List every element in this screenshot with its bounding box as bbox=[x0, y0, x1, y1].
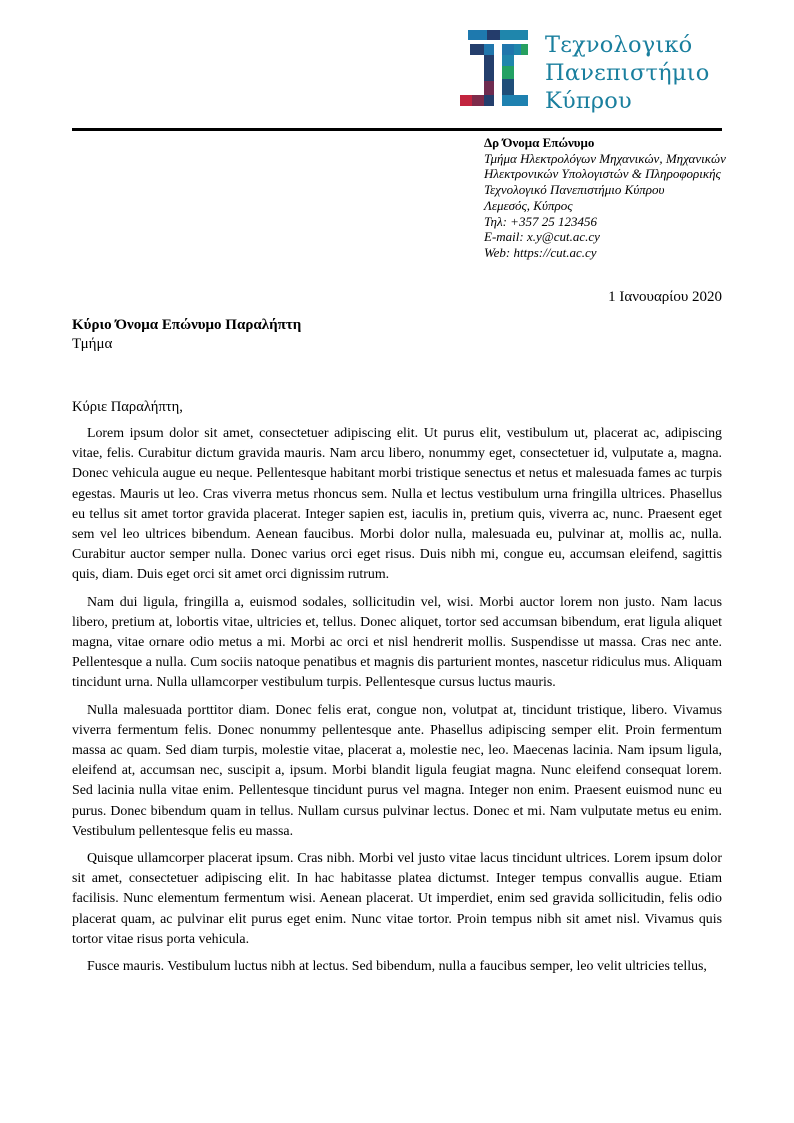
recipient-department: Τμήμα bbox=[72, 336, 113, 352]
university-name-line: Κύπρου bbox=[545, 88, 632, 114]
body-paragraph: Nulla malesuada porttitor diam. Donec felis erat, congue non, volutpat at, tincidunt tristique, libero. Vivamus viverra fermentum felis. Donec nonummy pellentesque ante. Phasellus adipiscing semper elit. Proin fermentum massa ac quam. Sed diam turpis, molestie vitae, placerat a, molestie nec, leo. Maecenas lacinia. Nam ipsum ligula, eleifend at, accumsan nec, suscipit a, ipsum. Morbi blandit ligula feugiat magna. Nunc eleifend consequat lorem. Sed lacinia nulla vitae enim. Pellentesque tincidunt purus vel magna. Integer non enim. Praesent euismod nunc eu purus. Donec bibendum quam in tellus. Nullam cursus pulvinar lectus. Donec et mi. Nam vulputate metus eu enim. Vestibulum pellentesque felis eu massa. bbox=[72, 702, 722, 839]
university-logo bbox=[460, 30, 709, 115]
sender-department-line: Ηλεκτρονικών Υπολογιστών & Πληροφορικής bbox=[484, 166, 721, 182]
body-paragraph: Lorem ipsum dolor sit amet, consectetuer adipiscing elit. Ut purus elit, vestibulum ut, placerat ac, adipiscing vitae, felis. Curabitur dictum gravida mauris. Nam arcu libero, nonummy eget, consectetuer id, vulputate a, magna. Donec vehicula augue eu neque. Pellentesque habitant morbi tristique senectus et netus et malesuada fames ac turpis egestas. Mauris ut leo. Cras viverra metus rhoncus sem. Nulla et lectus vestibulum urna fringilla ultrices. Phasellus eu tellus sit amet tortor gravida placerat. Integer sapien est, iaculis in, pretium quis, viverra ac, nunc. Praesent eget sem vel leo ultrices bibendum. Aenean faucibus. Morbi dolor nulla, malesuada eu, pulvinar at, mollis ac, nulla. Curabitur auctor semper nulla. Donec varius orci eget risus. Duis nibh mi, congue eu, accumsan eleifend, sagittis quis, diam. Duis eget orci sit amet orci dignissim rutrum. bbox=[72, 426, 722, 583]
sender-name: Δρ Όνομα Επώνυμο bbox=[484, 135, 595, 150]
cut-logo-icon bbox=[460, 30, 528, 106]
recipient-block bbox=[72, 316, 301, 354]
recipient-name: Κύριο Όνομα Επώνυμο Παραλήπτη bbox=[72, 317, 302, 333]
university-name-line: Τεχνολογικό bbox=[545, 32, 693, 58]
header-rule bbox=[72, 128, 722, 131]
university-name bbox=[545, 30, 709, 115]
sender-web: Web: https://cut.ac.cy bbox=[484, 244, 597, 260]
body-paragraph: Quisque ullamcorper placerat ipsum. Cras nibh. Morbi vel justo vitae lacus tincidunt ultrices. Lorem ipsum dolor sit amet, consectetuer adipiscing elit. In hac habitasse platea dictumst. Integer tempus convallis augue. Etiam facilisis. Nunc elementum fermentum wisi. Aenean placerat. Ut imperdiet, enim sed gravida sollicitudin, felis odio placerat quam, ac pulvinar elit purus eget enim. Nunc vitae tortor. Proin tempus nibh sit amet nisl. Vivamus quis tortor vitae risus porta vehicula. bbox=[72, 851, 722, 947]
sender-phone: Τηλ: +357 25 123456 bbox=[484, 213, 597, 229]
body-paragraph: Fusce mauris. Vestibulum luctus nibh at lectus. Sed bibendum, nulla a faucibus semper, leo velit ultricies tellus, bbox=[87, 959, 707, 975]
body-paragraph: Nam dui ligula, fringilla a, euismod sodales, sollicitudin vel, wisi. Morbi auctor lorem non justo. Nam lacus libero, pretium at, lobortis vitae, ultricies et, tellus. Donec aliquet, tortor sed accumsan bibendum, erat ligula aliquet magna, vitae ornare odio metus a mi. Morbi ac orci et nisl hendrerit mollis. Suspendisse ut massa. Cras nec ante. Pellentesque a nulla. Cum sociis natoque penatibus et magnis dis parturient montes, nascetur ridiculus mus. Aliquam tincidunt urna. Nulla ullamcorper vestibulum turpis. Pellentesque cursus luctus mauris. bbox=[72, 594, 722, 691]
sender-university: Τεχνολογικό Πανεπιστήμιο Κύπρου bbox=[484, 182, 665, 198]
university-name-line: Πανεπιστήμιο bbox=[545, 60, 710, 86]
sender-block bbox=[484, 135, 726, 261]
sender-city: Λεμεσός, Κύπρος bbox=[484, 197, 573, 213]
sender-department-line: Τμήμα Ηλεκτρολόγων Μηχανικών, Μηχανικών bbox=[484, 150, 726, 166]
sender-email: E-mail: x.y@cut.ac.cy bbox=[484, 229, 600, 245]
letter-body bbox=[72, 424, 722, 984]
letter-date: 1 Ιανουαρίου 2020 bbox=[608, 289, 722, 305]
salutation: Κύριε Παραλήπτη, bbox=[72, 399, 183, 415]
